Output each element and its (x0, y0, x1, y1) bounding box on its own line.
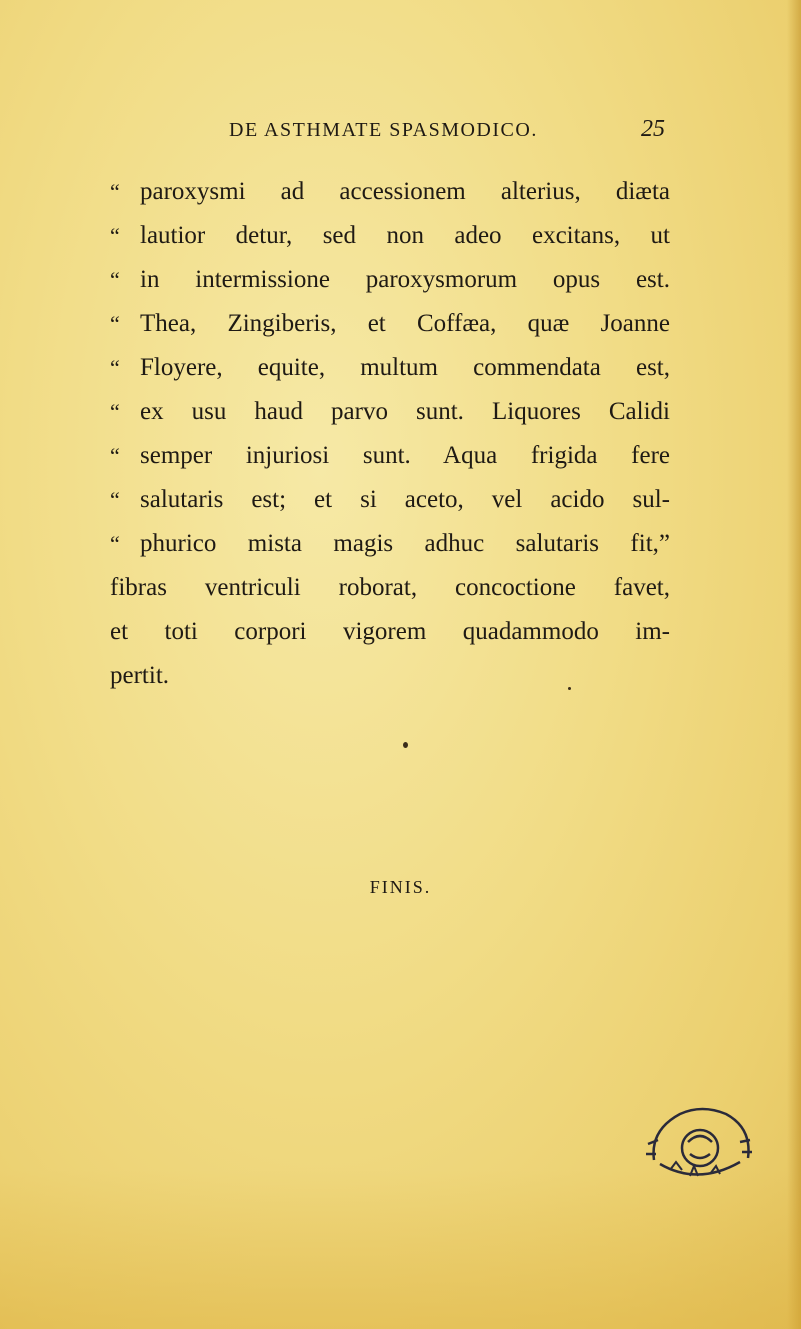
line-text: phurico mista magis adhuc salutaris fit,” (140, 530, 670, 557)
line-text: et toti corpori vigorem quadammodo im- (110, 618, 670, 645)
text-line (110, 522, 670, 566)
quote-mark: “ (110, 531, 120, 556)
line-text: semper injuriosi sunt. Aqua frigida fere (140, 442, 670, 469)
quote-mark: “ (110, 399, 120, 424)
line-text: Floyere, equite, multum commendata est, (140, 354, 670, 381)
line-text: paroxysmi ad accessionem alterius, diæta (140, 178, 670, 205)
quote-mark: “ (110, 355, 120, 380)
page-bottom-stain (0, 1169, 801, 1329)
quote-mark: “ (110, 223, 120, 248)
page-edge-shadow (787, 0, 801, 1329)
running-header (229, 116, 665, 143)
page-number: 25 (641, 116, 665, 142)
quote-mark: “ (110, 267, 120, 292)
finis-label: FINIS. (369, 877, 432, 897)
quote-mark: “ (110, 443, 120, 468)
text-line (110, 610, 670, 654)
text-line (110, 478, 670, 522)
text-line (110, 434, 670, 478)
quote-mark: “ (110, 179, 120, 204)
running-title: DE ASTHMATE SPASMODICO. (229, 119, 538, 141)
line-text: fibras ventriculi roborat, concoctione favet, (110, 574, 670, 601)
line-text: pertit. (110, 662, 170, 689)
line-text: ex usu haud parvo sunt. Liquores Calidi (140, 398, 670, 425)
text-line (110, 214, 670, 258)
line-text: lautior detur, sed non adeo excitans, ut (140, 222, 670, 249)
text-line (110, 346, 670, 390)
ink-speck (403, 742, 408, 748)
line-text: Thea, Zingiberis, et Coffæa, quæ Joanne (140, 310, 670, 337)
line-text: salutaris est; et si aceto, vel acido sul- (140, 486, 670, 513)
text-line (110, 390, 670, 434)
text-line (110, 302, 670, 346)
body-text (110, 170, 670, 698)
line-text: in intermissione paroxysmorum opus est. (140, 266, 670, 293)
text-line (110, 258, 670, 302)
text-line (110, 654, 670, 698)
text-line (110, 170, 670, 214)
quote-mark: “ (110, 487, 120, 512)
text-line (110, 566, 670, 610)
ink-speck (568, 687, 571, 690)
quote-mark: “ (110, 311, 120, 336)
